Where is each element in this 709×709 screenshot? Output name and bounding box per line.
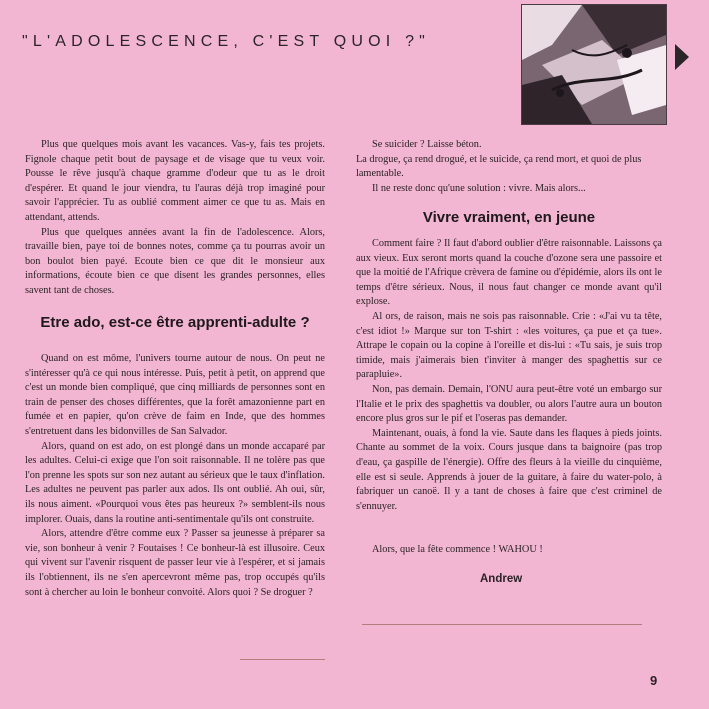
photo-image — [522, 5, 666, 124]
paragraph: Plus que quelques mois avant les vacances. Vas-y, fais tes projets. Fignole chaque petit bout de paysage et de visage que tu veux voir. Pousse le rêve jusqu'à chaque gramme d'odeur que tu as le droit d'espérer. Et quand le jour viendra, tu l'auras déjà trop imaginé pour savoir l'apprécier. Tu as oublié comment aimer ce que tu as. Mais en attendant, attends. — [25, 139, 325, 223]
paragraph: Maintenant, ouais, à fond la vie. Saute dans les flaques à pieds joints. Chante au sommet de la voix. Cours jusque dans ta baignoire (pas trop d'eau, ça gaspille de l'énergie). Offre des fleurs à la vieille du cinquième, elle est si seule. Apprends à jouer de la guitare, à faire du water-polo, à fabriquer un canoë. Il y a tant de choses à faire que c'est criminel de s'ennuyer. — [356, 427, 662, 512]
paragraph: Alors, attendre d'être comme eux ? Passer sa jeunesse à préparer sa vie, son bonheur à venir ? Foutaises ! Ce bonheur-là est illusoire. Ceux qui vivent sur l'avenir risquent de passer leur vie à l'espérer, et si jamais ils l'obtiennent, ils ne s'en apercevront même pas, trop occupés qu'ils sont à chercher au loin le bonheur convoité. Alors quoi ? Se droguer ? — [25, 528, 325, 598]
left-intro — [25, 138, 325, 299]
header-photo — [521, 4, 667, 125]
author-signature: Andrew — [480, 573, 523, 585]
paragraph: Al ors, de raison, mais ne sois pas raisonnable. Crie : «J'ai vu ta tête, c'est idiot !» Marque sur ton T-shirt : «les voitures, ça pue et ça tue». Attrape le copain ou la copine à l'oreille et dis-lui : «Tu sais, je suis trop timide, mais j'aimerais bien t'inviter à manger des spaghettis sur ce parapluie». — [356, 310, 662, 381]
right-body — [356, 237, 662, 514]
next-page-arrow-icon — [675, 44, 689, 70]
paragraph: Plus que quelques années avant la fin de l'adolescence. Alors, travaille bien, paye toi de bonnes notes, comme ça tu pourras avoir un bon boulot bien payé. Ecoute bien ce que dit le monsieur aux informations, écoute bien ce que disent les grandes personnes, elles savent tant de choses. — [25, 226, 325, 296]
divider-line — [240, 659, 325, 660]
left-subheading: Etre ado, est-ce être apprenti-adulte ? — [40, 314, 310, 331]
paragraph: Il ne reste donc qu'une solution : vivre. Mais alors... — [372, 182, 586, 194]
page-number: 9 — [650, 673, 658, 688]
paragraph: Quand on est môme, l'univers tourne autour de nous. On peut ne s'intéresser qu'à ce qui nous intéresse. Puis, petit à petit, on apprend que c'est un monde bien compliqué, que cinq milliards de personnes sont en train de penser des choses différentes, que la forêt amazonienne part en fumée et en papier, qu'on crève de faim en Inde, que des hommes s'entretuent dans les bidonvilles de San Salvador. — [25, 353, 325, 437]
closing-line: Alors, que la fête commence ! WAHOU ! — [372, 544, 543, 555]
left-body — [25, 352, 325, 600]
right-subheading: Vivre vraiment, en jeune — [422, 209, 596, 226]
paragraph: Alors, quand on est ado, on est plongé dans un monde accaparé par les adultes. Celui-ci exige que l'on soit raisonnable. Il ne tolère pas que l'on prenne les spots sur son nez autant au sérieux que le taux d'inflation. Les adultes ne peuvent pas parler aux ados. Ils ont oublié. Ah oui, sûr, ils nous aiment. «Pourquoi vous êtes pas heureux ?» semblent-ils nous implorer. Ouais, dans la routine anti-sentimentale qu'ils ont construite. — [25, 440, 325, 525]
left-subheading-block — [25, 314, 325, 332]
paragraph: Comment faire ? Il faut d'abord oublier d'être raisonnable. Laissons ça aux vieux. Eux seront morts quand la couche d'ozone sera une passoire et que la moitié de l'Afrique crèvera de famine ou d'épidémie, alors ils ont le temps d'être sérieux. Nous, il nous faut changer ce monde avant qu'il explose. — [356, 238, 662, 308]
page-title: "L'ADOLESCENCE, C'EST QUOI ?" — [22, 33, 431, 50]
divider-line — [362, 624, 642, 625]
paragraph: La drogue, ça rend drogué, et le suicide, ça rend mort, et quoi de plus lamentable. — [356, 153, 642, 180]
right-subheading-block — [356, 209, 662, 227]
paragraph: Non, pas demain. Demain, l'ONU aura peut-être voté un embargo sur l'Italie et le prix des spaghettis va doubler, ou alors l'autre aura un bouton encore plus gros sur le pif et l'oseras pas demander. — [356, 383, 662, 425]
paragraph: Se suicider ? Laisse béton. — [372, 139, 482, 150]
right-intro — [356, 138, 662, 196]
